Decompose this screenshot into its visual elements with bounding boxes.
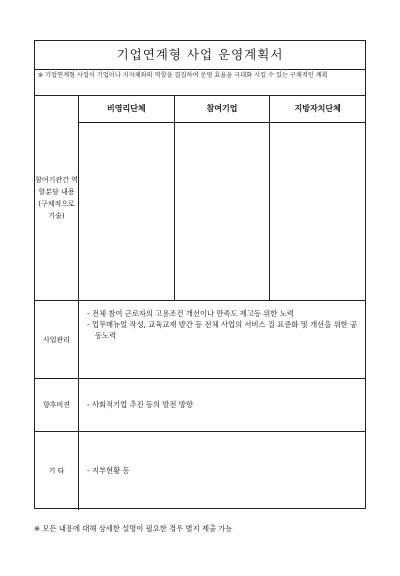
- vision-row: [35, 379, 365, 432]
- column-local-government: [270, 96, 365, 300]
- roles-columns: [79, 96, 365, 300]
- vision-label: 향후비젼: [35, 379, 79, 431]
- management-item: - 업무매뉴얼 작성, 교육교재 발간 등 전체 사업의 서비스 질 표준화 및 개선을 위한 공동노력: [87, 320, 358, 340]
- etc-content: [87, 465, 361, 476]
- roles-row: [35, 96, 365, 301]
- management-label: 사업관리: [35, 301, 79, 378]
- plan-form: [34, 40, 366, 509]
- column-company: [175, 96, 271, 300]
- column-header-local-government: 지방자치단체: [270, 96, 365, 123]
- form-note: ※ 기업연계형 사업이 기업이나 지자체와의 역할을 결집하여 운영 효율을 극대화 시킬 수 있는 구체적인 계획: [38, 72, 328, 79]
- etc-item: - 지부현황 등: [87, 466, 130, 475]
- management-row: [35, 301, 365, 379]
- form-grid: [35, 95, 365, 510]
- vision-content: [87, 399, 361, 410]
- column-nonprofit: [79, 96, 175, 300]
- column-header-nonprofit: 비영리단체: [79, 96, 174, 123]
- etc-label: 기 타: [35, 432, 79, 510]
- column-header-company: 참여기업: [175, 96, 270, 123]
- roles-label: [35, 96, 79, 300]
- roles-label-text: 참여기관간 역할분담 내용 (구체적으로 기술): [35, 176, 78, 220]
- management-item: - 전체 참여 근로자의 고용조건 개선이나 만족도 제고등 위한 노력: [87, 309, 294, 318]
- form-title: 기업연계형 사업 운영계획서: [35, 41, 365, 70]
- etc-row: [35, 432, 365, 510]
- management-content: [87, 308, 361, 341]
- vision-item: - 사회적기업 추진 등의 발전 방향: [87, 400, 193, 409]
- footnote: ※ 모든 내용에 대해 상세한 설명이 필요한 경우 별지 제출 가능: [34, 524, 233, 533]
